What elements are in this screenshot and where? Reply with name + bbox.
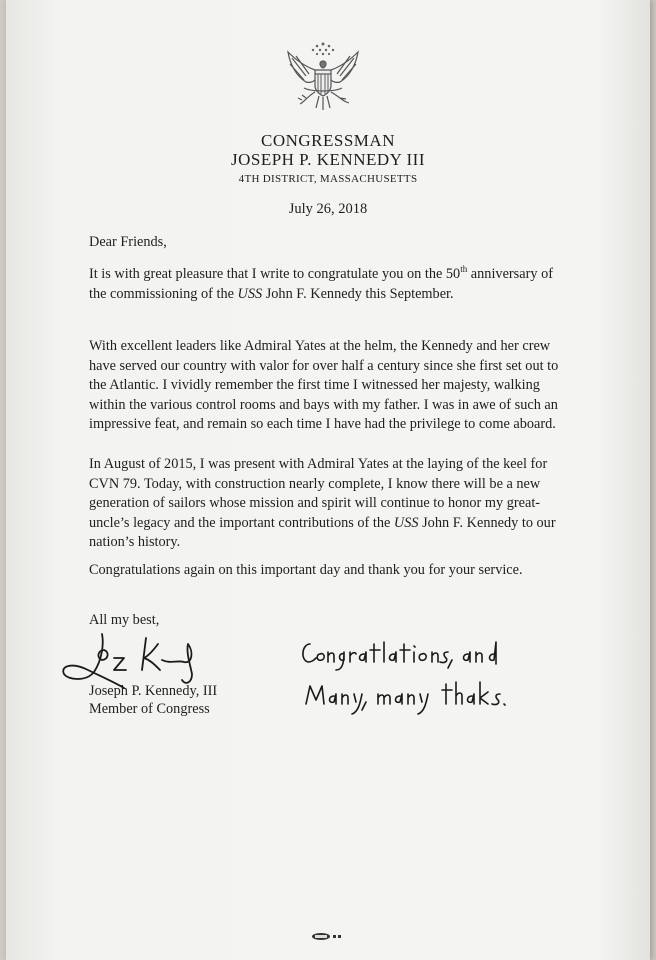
paragraph-2: With excellent leaders like Admiral Yates at the helm, the Kennedy and her crew have served our country with valor for over half a century since she first set out to the Atlantic. I vividly remember the first time I witnessed her majesty, walking within the various control rooms and bays with my father. I was in awe of such an impressive feat, and remain so each time I have had the privilege to come aboard. (89, 338, 559, 433)
handwritten-note-icon (296, 638, 526, 718)
signature-name: Joseph P. Kennedy, III (89, 683, 218, 699)
union-print-mark-icon (307, 932, 347, 941)
eagle-seal-icon (282, 38, 364, 120)
letterhead-name: JOSEPH P. KENNEDY III (230, 150, 426, 169)
greeting: Dear Friends, (89, 234, 167, 250)
paragraph-4: Congratulations again on this important day and thank you for your service. (89, 562, 523, 578)
signature-title: Member of Congress (89, 701, 210, 717)
closing: All my best, (89, 612, 160, 628)
paragraph-1: It is with great pleasure that I write to congratulate you on the 50th anniversary of the commissioning of the USS John F. Kennedy this September. (89, 264, 553, 302)
letter-date: July 26, 2018 (288, 201, 368, 217)
letterhead-title: CONGRESSMAN (261, 131, 395, 150)
paragraph-3: In August of 2015, I was present with Admiral Yates at the laying of the keel for CVN 79. Today, with construction nearly complete, I know there will be a new generation of sailors whose mission and spirit will continue to honor my great-uncle’s legacy and the important contributions of the USS John F. Kennedy to our nation’s history. (89, 456, 556, 551)
letterhead-district: 4TH DISTRICT, MASSACHUSETTS (238, 173, 418, 185)
